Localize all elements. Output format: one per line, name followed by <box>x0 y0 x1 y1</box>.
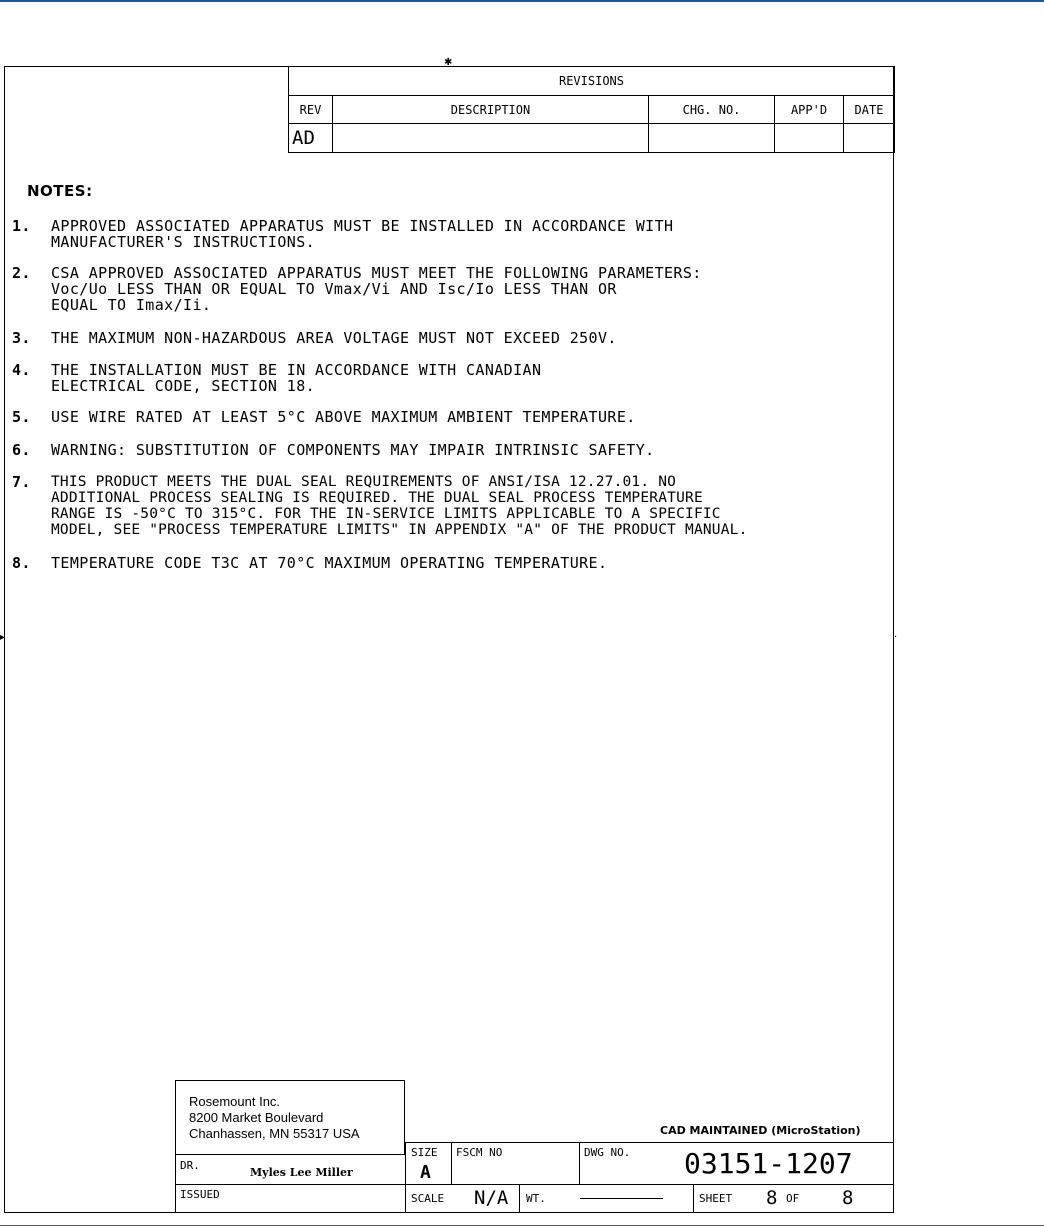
note-item <box>12 409 636 425</box>
company-name: Rosemount Inc. <box>189 1094 281 1109</box>
dr-label: DR. <box>180 1159 200 1172</box>
company-city: Chanhassen, MN 55317 USA <box>189 1126 360 1141</box>
note-number: 4. <box>12 361 31 379</box>
revisions-table <box>288 66 895 153</box>
company-street: 8200 Market Boulevard <box>189 1110 324 1125</box>
drawn-by-signature: Myles Lee Miller <box>250 1166 353 1179</box>
note-item <box>12 442 655 458</box>
sheet-value: 8 <box>766 1187 778 1209</box>
appd-value <box>775 124 844 153</box>
note-number: 1. <box>12 217 31 235</box>
size-value: A <box>420 1162 431 1183</box>
wt-label: WT. <box>526 1192 546 1205</box>
note-text: THE INSTALLATION MUST BE IN ACCORDANCE WITH CANADIAN ELECTRICAL CODE, SECTION 18. <box>51 361 542 395</box>
dwg-no-value: 03151-1207 <box>684 1147 853 1180</box>
sheets-total-value: 8 <box>842 1187 854 1209</box>
note-number: 8. <box>12 554 31 572</box>
date-header: DATE <box>844 96 895 124</box>
note-text: THE MAXIMUM NON-HAZARDOUS AREA VOLTAGE MUST NOT EXCEED 250V. <box>51 329 617 347</box>
note-number: 2. <box>12 264 31 282</box>
note-text: USE WIRE RATED AT LEAST 5°C ABOVE MAXIMUM AMBIENT TEMPERATURE. <box>51 408 636 426</box>
note-item <box>12 265 702 313</box>
issued-label: ISSUED <box>180 1188 220 1201</box>
bottom-rule <box>0 1225 1044 1226</box>
note-number: 5. <box>12 408 31 426</box>
scale-value: N/A <box>474 1187 509 1209</box>
description-header: DESCRIPTION <box>333 96 649 124</box>
center-mark-top: ✱ <box>444 57 453 68</box>
note-item <box>12 330 617 346</box>
note-number: 3. <box>12 329 31 347</box>
note-item <box>12 362 541 394</box>
dwg-no-label: DWG NO. <box>584 1146 631 1159</box>
notes-title: NOTES: <box>27 182 93 200</box>
of-label: OF <box>786 1192 800 1205</box>
note-item <box>12 474 748 538</box>
chg-no-header: CHG. NO. <box>649 96 775 124</box>
note-text: WARNING: SUBSTITUTION OF COMPONENTS MAY IMPAIR INTRINSIC SAFETY. <box>51 441 655 459</box>
center-mark-right: · <box>894 632 898 643</box>
note-text: APPROVED ASSOCIATED APPARATUS MUST BE INSTALLED IN ACCORDANCE WITH MANUFACTURER'S INSTRUCTIONS. <box>51 217 674 251</box>
date-value <box>844 124 895 153</box>
note-text: TEMPERATURE CODE T3C AT 70°C MAXIMUM OPERATING TEMPERATURE. <box>51 554 608 572</box>
chg-no-value <box>649 124 775 153</box>
wt-blank-line <box>580 1198 663 1199</box>
sheet-label: SHEET <box>699 1192 733 1205</box>
note-item <box>12 218 673 250</box>
rev-header: REV <box>289 96 333 124</box>
fscm-label: FSCM NO <box>456 1146 503 1159</box>
center-mark-left: ▸ <box>0 632 6 643</box>
rev-value: AD <box>289 124 333 153</box>
top-rule <box>0 0 1044 2</box>
scale-label: SCALE <box>411 1192 445 1205</box>
size-label: SIZE <box>411 1146 438 1159</box>
company-address-block <box>175 1080 405 1155</box>
note-text: CSA APPROVED ASSOCIATED APPARATUS MUST MEET THE FOLLOWING PARAMETERS: Voc/Uo LESS THAN OR EQUAL TO Vmax/Vi AND Isc/Io LESS THAN OR EQUAL TO Imax/Ii. <box>51 264 702 314</box>
revisions-title: REVISIONS <box>289 67 895 96</box>
cad-maintained-note: CAD MAINTAINED (MicroStation) <box>660 1124 861 1137</box>
note-number: 7. <box>12 473 31 491</box>
description-value <box>333 124 649 153</box>
note-number: 6. <box>12 441 31 459</box>
appd-header: APP'D <box>775 96 844 124</box>
note-text: THIS PRODUCT MEETS THE DUAL SEAL REQUIREMENTS OF ANSI/ISA 12.27.01. NO ADDITIONAL PROCESS SEALING IS REQUIRED. THE DUAL SEAL PROCESS TEMPERATURE RANGE IS -50°C TO 315°C. FOR THE IN-SERVICE LIMITS APPLICABLE TO A SPECIFIC MODEL, SEE "PROCESS TEMPERATURE LIMITS" IN APPENDIX "A" OF THE PRODUCT MANUAL. <box>51 474 748 538</box>
note-item <box>12 555 607 571</box>
